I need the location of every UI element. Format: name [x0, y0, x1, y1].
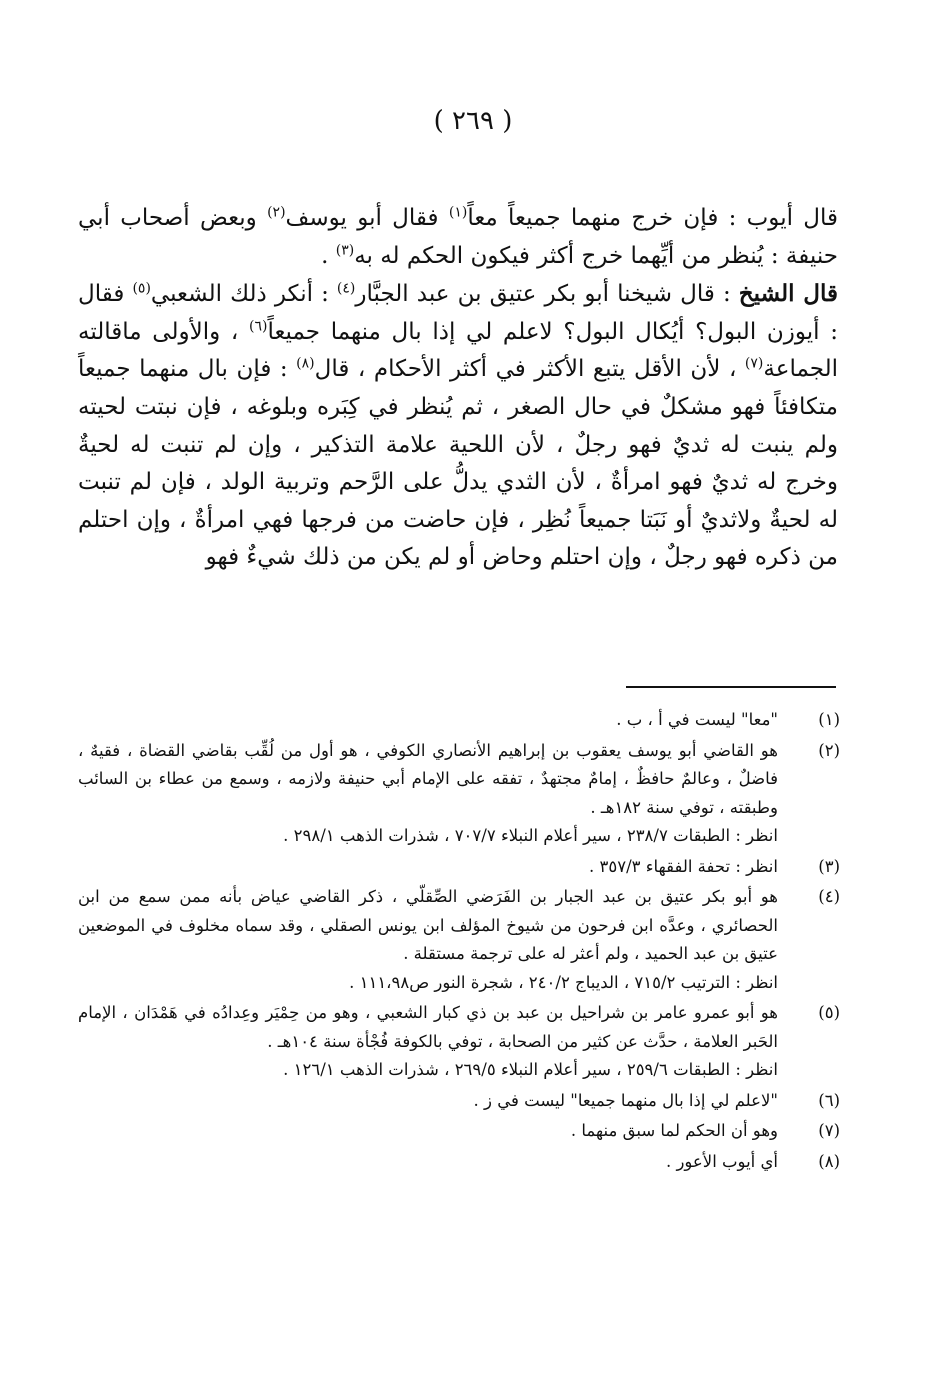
footnote-body	[78, 853, 778, 882]
footnote-number: (٧)	[818, 1121, 840, 1140]
footnotes	[78, 706, 840, 1178]
footnote-number: (٢)	[818, 740, 840, 760]
paragraph-2	[78, 275, 838, 577]
footnote-ref[interactable]: (٨)	[296, 355, 315, 372]
footnote-number: (٦)	[818, 1090, 840, 1110]
text-run: ، والأولى ماقالته الجماعة	[78, 318, 838, 383]
footnote-ref[interactable]: (٤)	[336, 280, 356, 297]
footnote-line: انظر : الطبقات ٢٥٩/٦ ، سير أعلام النبلاء ٢٦٩/٥ ، شذرات الذهب ١٢٦/١ .	[283, 1060, 778, 1079]
page-number: ( ٢٦٩ )	[433, 106, 513, 136]
footnote-separator	[626, 686, 836, 688]
footnote-body	[78, 883, 778, 997]
footnote-number: (٣)	[818, 856, 840, 876]
text-run: : قال شيخنا أبو بكر عتيق بن عبد الجبَّار	[355, 281, 739, 308]
footnote-body	[78, 737, 778, 851]
footnote-line: هو أبو عمرو عامر بن شراحيل بن عبد بن ذي كبار الشعبي ، وهو من حِمْيَر وعِدادُه في هَمْدَان ، الإمام الحَبر العلامة ، حدَّث عن كثير من الصحابة ، توفي بالكوفة فُجْأة سنة ١٠٤هـ .	[78, 1003, 778, 1051]
text-run: : فإن بال منهما جميعاً متكافئاً فهو مشكلٌ في حال الصغر ، ثم يُنظر في كِبَره وبلوغه ، فإن نبتت لحيته ولم ينبت له ثديٌ فهو رجلٌ ، لأن اللحية علامة التذكير ، وإن لم تنبت له لحيةٌ وخرج له ثديٌ فهو امرأةٌ ، لأن الثدي يدلُّ على الرَّحم وتربية الولد ، فإن لم تنبت له لحيةٌ ولاثديٌ أو نَبَتا جميعاً نُظِر ، فإن حاضت من فرجها فهي امرأةٌ ، وإن احتلم من ذكره فهو رجلٌ ، وإن احتلم وحاض أو لم يكن من ذلك شيءٌ فهو	[78, 356, 838, 571]
footnote-2	[78, 737, 840, 851]
footnote-body	[78, 1148, 778, 1177]
text-run: وبعض أصحاب أبي حنيفة : يُنظر من أيِّهما خرج أكثر فيكون الحكم له به	[78, 205, 838, 269]
footnote-ref[interactable]: (٣)	[335, 241, 355, 258]
footnote-body	[78, 1087, 778, 1116]
paragraph-lead: قال الشيخ	[738, 280, 838, 308]
footnote-8	[78, 1148, 840, 1177]
text-run: قال أيوب : فإن خرج منهما جميعاً معاً	[467, 205, 838, 231]
footnote-body	[78, 706, 778, 735]
footnote-ref[interactable]: (٢)	[267, 204, 286, 221]
footnote-ref[interactable]: (٥)	[132, 280, 151, 297]
footnote-line: هو القاضي أبو يوسف يعقوب بن إبراهيم الأنصاري الكوفي ، هو أول من لُقِّب بقاضي القضاة ، فقيهٌ ، فاضلٌ ، وعالمٌ حافظٌ ، إمامٌ مجتهدٌ ، تفقه على الإمام أبي حنيفة ولازمه ، وسمع من عطاء بن السائب وطبقته ، توفي سنة ١٨٢هـ .	[78, 740, 778, 817]
footnote-number: (٤)	[818, 887, 840, 906]
footnote-line: وهو أن الحكم لما سبق منهما .	[570, 1121, 778, 1140]
text-run: : أنكر ذلك الشعبي	[150, 281, 337, 308]
main-text	[78, 200, 838, 577]
footnote-ref[interactable]: (١)	[448, 204, 468, 221]
text-run: فقال أبو يوسف	[285, 205, 449, 231]
footnote-line: هو أبو بكر عتيق بن عبد الجبار بن الفَرَضي الصِّقلّي ، ذكر القاضي عياض بأنه ممن سمع من ابن الحصائري ، وعدَّه ابن فرحون من شيوخ المؤلف ابن يونس الصقلي ، وقد سماه مخلوف في الموضعين عتيق بن عبد الحميد ، ولم أعثر له على ترجمة مستقلة .	[78, 887, 778, 963]
footnote-line: أي أيوب الأعور .	[665, 1151, 778, 1171]
footnote-1	[78, 706, 840, 735]
text-run: .	[321, 242, 336, 269]
footnote-number: (٨)	[818, 1151, 840, 1171]
footnote-4	[78, 883, 840, 997]
text-run: فقال : أيوزن البول؟ أيُكال البول؟ لاعلم لي إذا بال منهما جميعاً	[78, 281, 838, 345]
text-run: ، لأن الأقل يتبع الأكثر في أكثر الأحكام ، قال	[314, 356, 745, 383]
footnote-ref[interactable]: (٦)	[248, 318, 268, 335]
footnote-number: (١)	[818, 710, 840, 729]
footnote-6	[78, 1087, 840, 1116]
footnote-number: (٥)	[818, 1003, 840, 1022]
footnote-5	[78, 999, 840, 1085]
footnote-line: "معا" ليست في أ ، ب .	[616, 710, 778, 729]
footnote-ref[interactable]: (٧)	[744, 355, 764, 372]
footnote-line: انظر : تحفة الفقهاء ٣٥٧/٣ .	[588, 856, 778, 876]
footnote-line: انظر : الترتيب ٧١٥/٢ ، الديباج ٢٤٠/٢ ، شجرة النور ص١١١،٩٨ .	[349, 972, 778, 992]
footnote-3	[78, 853, 840, 882]
footnote-7	[78, 1117, 840, 1146]
footnote-line: "لاعلم لي إذا بال منهما جميعا" ليست في ز .	[473, 1090, 778, 1110]
paragraph-1	[78, 200, 838, 275]
footnote-line: انظر : الطبقات ٢٣٨/٧ ، سير أعلام النبلاء ٧٠٧/٧ ، شذرات الذهب ٢٩٨/١ .	[283, 826, 778, 845]
footnote-body	[78, 1117, 778, 1146]
footnote-body	[78, 999, 778, 1085]
